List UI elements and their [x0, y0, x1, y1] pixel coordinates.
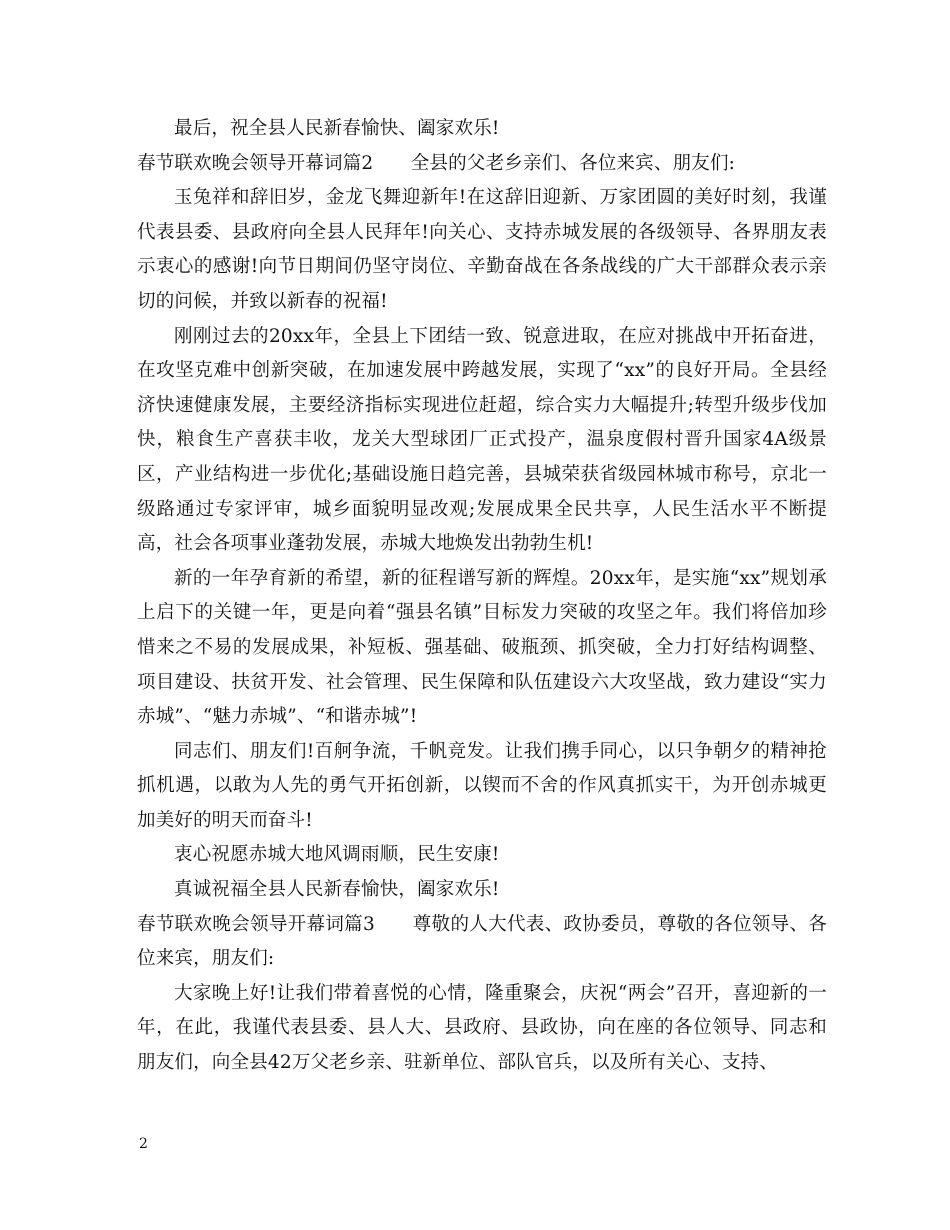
section-heading-2: 春节联欢晚会领导开幕词篇2 全县的父老乡亲们、各位来宾、朋友们: — [137, 152, 736, 174]
call-to-action-paragraph: 同志们、朋友们!百舸争流，千帆竞发。让我们携手同心，以只争朝夕的精神抢抓机遇，以敢为人先的勇气开拓创新，以锲而不舍的作风真抓实干，为开创赤城更加美好的明天而奋斗! — [137, 740, 827, 831]
opening-paragraph: 大家晚上好!让我们带着喜悦的心情，隆重聚会，庆祝“两会”召开，喜迎新的一年，在此，我谨代表县委、县人大、县政府、县政协，向在座的各位领导、同志和朋友们，向全县42万父老乡亲、驻新单位、部队官兵，以及所有关心、支持、 — [137, 982, 827, 1074]
closing-wish-paragraph: 最后，祝全县人民新春愉快、阖家欢乐! — [174, 118, 500, 139]
wish-paragraph-1: 衷心祝愿赤城大地风调雨顺，民生安康! — [174, 844, 500, 866]
plan-paragraph: 新的一年孕育新的希望，新的征程谱写新的辉煌。20xx年，是实施“xx”规划承上启下的关键一年，更是向着“强县名镇”目标发力突破的攻坚之年。我们将倍加珍惜来之不易的发展成果，补短板、强基础、破瓶颈、抓突破，全力打好结构调整、项目建设、扶贫开发、社会管理、民生保障和队伍建设六大攻坚战，致力建设“实力赤城”、“魅力赤城”、“和谐赤城”! — [137, 567, 827, 728]
wish-paragraph-2: 真诚祝福全县人民新春愉快，阖家欢乐! — [174, 879, 500, 901]
page-number: 2 — [139, 1136, 148, 1152]
greeting-paragraph: 玉兔祥和辞旧岁，金龙飞舞迎新年!在这辞旧迎新、万家团圆的美好时刻，我谨代表县委、县政府向全县人民拜年!向关心、支持赤城发展的各级领导、各界朋友表示衷心的感谢!向节日期间仍坚守岗位、辛勤奋战在各条战线的广大干部群众表示亲切的问候，并致以新春的祝福! — [137, 187, 827, 312]
document-body — [137, 112, 827, 1081]
review-paragraph: 刚刚过去的20xx年，全县上下团结一致、锐意进取，在应对挑战中开拓奋进，在攻坚克难中创新突破，在加速发展中跨越发展，实现了“xx”的良好开局。全县经济快速健康发展，主要经济指标实现进位赶超，综合实力大幅提升;转型升级步伐加快，粮食生产喜获丰收，龙关大型球团厂正式投产，温泉度假村晋升国家4A级景区，产业结构进一步优化;基础设施日趋完善，县城荣获省级园林城市称号，京北一级路通过专家评审，城乡面貌明显改观;发展成果全民共享，人民生活水平不断提高，社会各项事业蓬勃发展，赤城大地焕发出勃勃生机! — [137, 325, 827, 555]
section-heading-3: 春节联欢晚会领导开幕词篇3 尊敬的人大代表、政协委员，尊敬的各位领导、各位来宾，朋友们: — [137, 913, 827, 970]
